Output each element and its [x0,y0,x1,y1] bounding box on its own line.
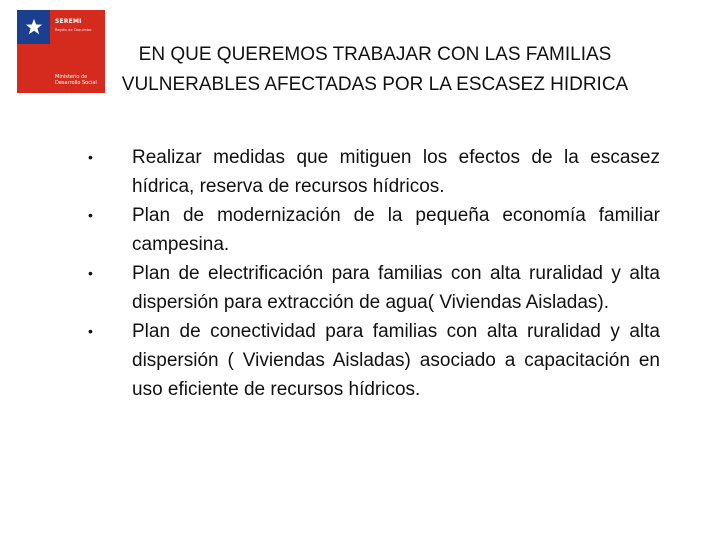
chile-star-icon [25,18,43,36]
bullet-list [86,143,660,404]
slide-title [110,40,640,100]
bullet-text: Realizar medidas que mitiguen los efectos de la escasez hídrica, reserva de recursos hídricos. [132,147,660,197]
bullet-text: Plan de conectividad para familias con alta ruralidad y alta dispersión ( Viviendas Aisladas) asociado a capacitación en uso eficiente de recursos hídricos. [132,321,660,400]
bullet-marker: • [88,149,93,165]
logo-blue-block [17,10,50,44]
bullet-text: Plan de electrificación para familias con alta ruralidad y alta dispersión para extracción de agua( Viviendas Aisladas). [132,263,660,313]
logo-red-panel [50,10,105,93]
bullet-text: Plan de modernización de la pequeña economía familiar campesina. [132,205,660,255]
slide-title-line-1: EN QUE QUEREMOS TRABAJAR CON LAS FAMILIAS [138,44,612,65]
seremi-logo [17,10,105,93]
slide-title-line-2: VULNERABLES AFECTADAS POR LA ESCASEZ HIDRICA [121,74,629,95]
bullet-item [86,143,660,201]
logo-brand-subtext: Región de Coquimbo [55,28,92,32]
logo-red-block [17,44,50,93]
bullet-marker: • [88,265,93,281]
bullet-item [86,259,660,317]
logo-flag-column [17,10,50,93]
bullet-item [86,201,660,259]
logo-ministry-text: Ministerio de Desarrollo Social [55,74,97,86]
bullet-marker: • [88,207,93,223]
bullet-item [86,317,660,404]
bullet-marker: • [88,323,93,339]
logo-brand-text: SEREMI [55,18,82,25]
